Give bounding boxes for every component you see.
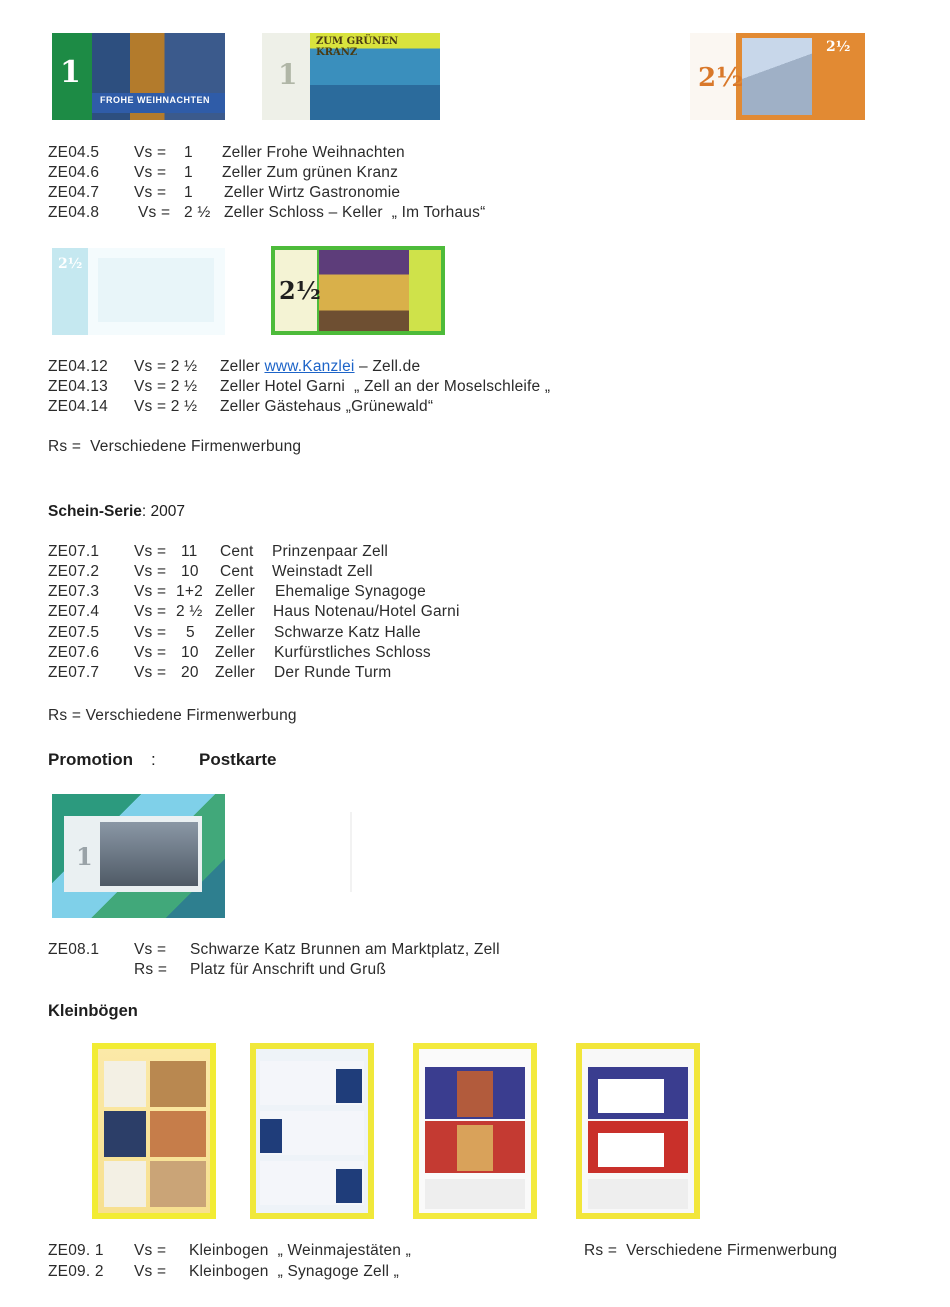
coupon-text: Schwarze Katz Brunnen am Marktplatz, Zell: [190, 941, 500, 958]
series-heading: [48, 503, 185, 521]
coupon-value: 1+2: [176, 583, 203, 600]
coupon-value: 2½: [698, 63, 744, 93]
coupon-value-small: 2½: [826, 39, 851, 55]
kanzlei-link[interactable]: www.Kanzlei: [264, 358, 355, 375]
coupon-id: ZE07.5: [48, 624, 100, 641]
reverse-side-note: Rs = Verschiedene Firmenwerbung: [48, 438, 302, 455]
coupon-vs: Vs =: [134, 1263, 167, 1280]
coupon-unit: Zeller: [215, 583, 255, 600]
coupon-image-gruenen-kranz: [262, 33, 440, 120]
coupon-id: ZE04.7: [48, 184, 100, 201]
coupon-text: Prinzenpaar Zell: [272, 543, 389, 560]
coupon-photo: [319, 250, 409, 331]
coupon-text-post: – Zell.de: [354, 358, 421, 375]
coupon-text: Zeller Gästehaus „Grünewald“: [220, 398, 434, 415]
postcard-photo: [100, 822, 198, 886]
sheet-value-box: [260, 1119, 282, 1153]
sheet-synagoge-back: [576, 1043, 700, 1219]
coupon-vs: Vs =: [134, 543, 167, 560]
coupon-text: Zeller Hotel Garni „ Zell an der Moselschleife „: [220, 378, 551, 395]
series-year: : 2007: [141, 503, 186, 520]
coupon-text: Zeller Zum grünen Kranz: [222, 164, 399, 181]
coupon-vs: Vs =: [134, 583, 167, 600]
coupon-vs: Vs =: [134, 563, 167, 580]
postcard-image: [52, 794, 225, 918]
coupon-id: ZE07.6: [48, 644, 100, 661]
promotion-label: Promotion: [48, 750, 133, 769]
sheet-text-area: [425, 1179, 525, 1209]
coupon-unit: Zeller: [215, 624, 255, 641]
coupon-image-frohe-weihnachten: [52, 33, 225, 120]
coupon-value: 5: [186, 624, 195, 641]
sheet-text-area: [588, 1179, 688, 1209]
coupon-vs: Vs =: [134, 644, 167, 661]
coupon-value: 2 ½: [184, 204, 211, 221]
coupon-vs: Vs =: [134, 603, 167, 620]
coupon-value: 1: [184, 164, 193, 181]
coupon-text: Zeller Frohe Weihnachten: [222, 144, 405, 161]
sheet-photo: [457, 1125, 493, 1171]
coupon-id: ZE07.7: [48, 664, 100, 681]
coupon-rs: Rs =: [134, 961, 168, 978]
coupon-id: ZE04.12: [48, 358, 108, 375]
sheet-weinmajestaeten-back: [250, 1043, 374, 1219]
coupon-id: ZE04.6: [48, 164, 100, 181]
coupon-text: Schwarze Katz Halle: [274, 624, 421, 641]
promotion-colon: :: [151, 750, 156, 769]
coupon-text-pre: Zeller: [220, 358, 265, 375]
coupon-id: ZE07.4: [48, 603, 100, 620]
coupon-value: 20: [181, 664, 199, 681]
coupon-id: ZE04.8: [48, 204, 100, 221]
coupon-text: Der Runde Turm: [274, 664, 392, 681]
coupon-unit: Zeller: [215, 644, 255, 661]
coupon-vs: Vs =: [134, 144, 167, 161]
sheet-cell: [104, 1161, 146, 1207]
coupon-text: Kurfürstliches Schloss: [274, 644, 431, 661]
coupon-vs: Vs =: [138, 204, 171, 221]
coupon-id: ZE09. 2: [48, 1263, 104, 1280]
coupon-unit: Cent: [220, 563, 254, 580]
coupon-id: ZE08.1: [48, 941, 100, 958]
sheet-value-box: [336, 1169, 362, 1203]
postcard-value: 1: [76, 842, 93, 871]
coupon-value: 1: [278, 58, 298, 91]
coupon-text: Ehemalige Synagoge: [275, 583, 426, 600]
sheet-synagoge: [413, 1043, 537, 1219]
sheet-value-box: [336, 1069, 362, 1103]
coupon-image-schloss: [690, 33, 865, 120]
coupon-value: 10: [181, 563, 199, 580]
kleinboegen-heading: Kleinbögen: [48, 1002, 138, 1020]
coupon-vs: Vs =: [134, 941, 167, 958]
coupon-value: 11: [181, 543, 198, 560]
sheet-weinmajestaeten: [92, 1043, 216, 1219]
sheet-cell: [104, 1111, 146, 1157]
promotion-heading: [48, 750, 277, 770]
sheet-photo: [150, 1161, 206, 1207]
coupon-id: ZE07.1: [48, 543, 100, 560]
coupon-id: ZE04.14: [48, 398, 108, 415]
coupon-id: ZE04.5: [48, 144, 100, 161]
coupon-vs: Vs =: [134, 624, 167, 641]
series-heading-label: Schein-Serie: [48, 503, 142, 520]
coupon-image-kanzlei: [52, 248, 225, 335]
coupon-text: Platz für Anschrift und Gruß: [190, 961, 386, 978]
coupon-text: Weinstadt Zell: [272, 563, 373, 580]
coupon-value: 1: [184, 184, 193, 201]
coupon-value: 2½: [279, 276, 321, 305]
coupon-text: Kleinbogen „ Synagoge Zell „: [189, 1263, 400, 1280]
coupon-value: 2 ½: [176, 603, 203, 620]
coupon-value: 10: [181, 644, 199, 661]
coupon-vs: Vs = 2 ½: [134, 358, 198, 375]
coupon-value: 1: [184, 144, 193, 161]
coupon-id: ZE04.13: [48, 378, 108, 395]
coupon-vs: Vs =: [134, 1242, 167, 1259]
coupon-banner: [409, 250, 441, 331]
coupon-unit: Cent: [220, 543, 254, 560]
sheet-photo: [150, 1111, 206, 1157]
coupon-id: ZE07.2: [48, 563, 100, 580]
coupon-text: Zeller Schloss – Keller „ Im Torhaus“: [224, 204, 486, 221]
coupon-photo: [742, 38, 812, 115]
coupon-caption: ZUM GRÜNEN KRANZ: [316, 36, 399, 58]
coupon-vs: Vs =: [134, 164, 167, 181]
sheet-coupon-field: [598, 1079, 664, 1113]
coupon-caption: FROHE WEIHNACHTEN: [100, 95, 210, 105]
reverse-side-note: Rs = Verschiedene Firmenwerbung: [48, 707, 297, 724]
coupon-vs: Vs = 2 ½: [134, 378, 198, 395]
sheet-cell: [104, 1061, 146, 1107]
coupon-vs: Vs =: [134, 664, 167, 681]
coupon-text: Zeller Wirtz Gastronomie: [224, 184, 401, 201]
coupon-id: ZE09. 1: [48, 1242, 104, 1259]
coupon-value: 1: [60, 55, 81, 90]
coupon-unit: Zeller: [215, 664, 255, 681]
coupon-id: ZE07.3: [48, 583, 100, 600]
sheet-photo: [457, 1071, 493, 1117]
coupon-image-hotel-garni: [271, 246, 445, 335]
coupon-value: 2½: [58, 256, 83, 272]
promotion-type: Postkarte: [199, 750, 277, 769]
coupon-text: Haus Notenau/Hotel Garni: [273, 603, 460, 620]
coupon-unit: Zeller: [215, 603, 255, 620]
reverse-side-note: Rs = Verschiedene Firmenwerbung: [584, 1242, 838, 1259]
sheet-photo: [150, 1061, 206, 1107]
sheet-coupon-field: [598, 1133, 664, 1167]
coupon-vs: Vs = 2 ½: [134, 398, 198, 415]
coupon-text: Kleinbogen „ Weinmajestäten „: [189, 1242, 411, 1259]
faint-divider: [350, 812, 352, 892]
coupon-vs: Vs =: [134, 184, 167, 201]
coupon-ad-box: [98, 258, 214, 322]
coupon-text: [220, 357, 420, 377]
